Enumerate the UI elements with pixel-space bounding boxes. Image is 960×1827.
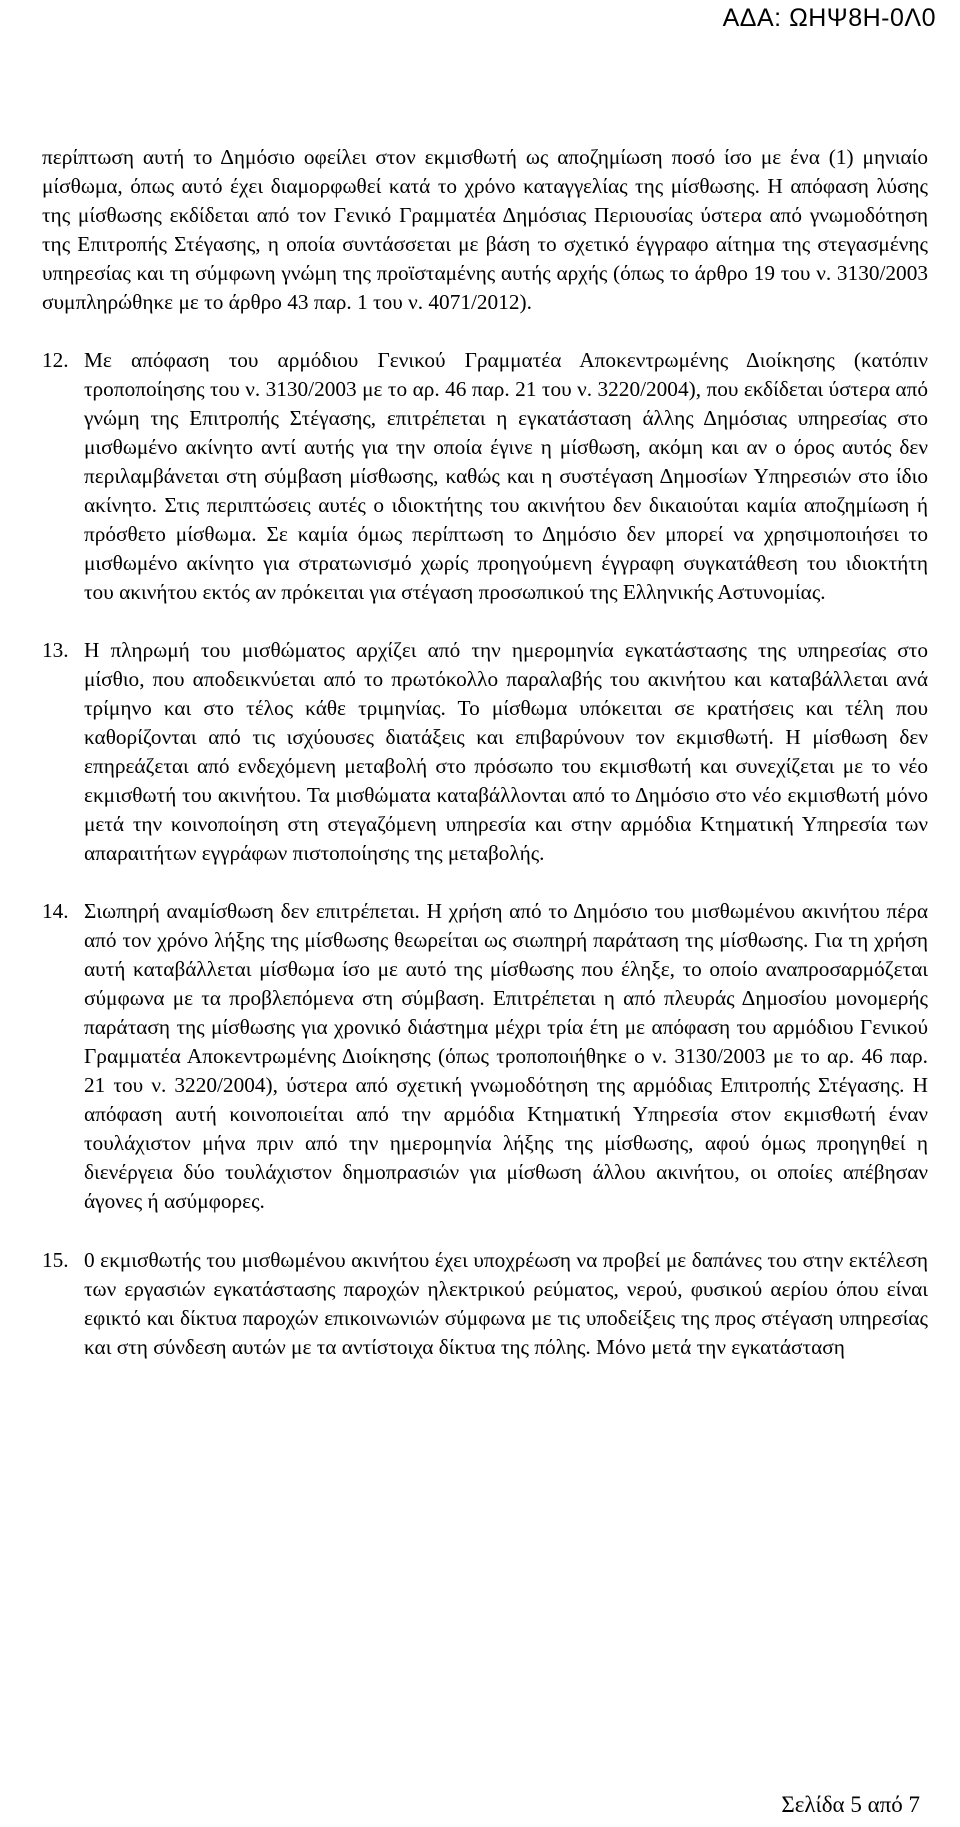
item-number: 15. <box>42 1248 69 1272</box>
item-text: Η πληρωμή του μισθώματος αρχίζει από την ημερομηνία εγκατάστασης της υπηρεσίας στο μίσθιο, που αποδεικνύεται από το πρωτόκολλο παραλαβής του ακινήτου και καταβάλλεται ανά τρίμηνο και στο τέλος κάθε τριμηνίας. Το μίσθωμα υπόκειται σε κρατήσεις και τέλη που καθορίζονται από τις ισχύουσες διατάξεις και επιβαρύνουν τον εκμισθωτή. Η μίσθωση δεν επηρεάζεται από ενδεχόμενη μεταβολή στο πρόσωπο του εκμισθωτή και συνεχίζεται με το νέο εκμισθωτή του ακινήτου. Τα μισθώματα καταβάλλονται από το Δημόσιο στο νέο εκμισθωτή μόνο μετά την κοινοποίηση στη στεγαζόμενη υπηρεσία και στην αρμόδια Κτηματική Υπηρεσία των απαραιτήτων εγγράφων πιστοποίησης της μεταβολής. <box>84 638 928 865</box>
item-text: Σιωπηρή αναμίσθωση δεν επιτρέπεται. Η χρήση από το Δημόσιο του μισθωμένου ακινήτου πέρα από τον χρόνο λήξης της μίσθωσης θεωρείται ως σιωπηρή παράταση της μίσθωσης. Για τη χρήση αυτή καταβάλλεται μίσθωμα ίσο με αυτό της μίσθωσης που έληξε, το οποίο αναπροσαρμόζεται σύμφωνα με τα προβλεπόμενα στη σύμβαση. Επιτρέπεται η από πλευράς Δημοσίου μονομερής παράταση της μίσθωσης για χρονικό διάστημα μέχρι τρία έτη με απόφαση του αρμόδιου Γενικού Γραμματέα Αποκεντρωμένης Διοίκησης (όπως τροποποιήθηκε ο ν. 3130/2003 με το αρ. 46 παρ. 21 του ν. 3220/2004), ύστερα από σχετική γνωμοδότηση της αρμόδιας Επιτροπής Στέγασης. Η απόφαση αυτή κοινοποιείται από την αρμόδια Κτηματική Υπηρεσία στον εκμισθωτή έναν τουλάχιστον μήνα πριν από την ημερομηνία λήξης της μίσθωσης, αφού όμως προηγηθεί η διενέργεια δύο τουλάχιστον δημοπρασιών για μίσθωση άλλου ακινήτου, οι οποίες απέβησαν άγονες ή ασύμφορες. <box>84 899 928 1213</box>
item-number: 13. <box>42 638 69 662</box>
item-number: 14. <box>42 899 69 923</box>
numbered-item-14 <box>42 897 928 1216</box>
document-body <box>42 143 928 1362</box>
item-text: 0 εκμισθωτής του μισθωμένου ακινήτου έχει υποχρέωση να προβεί με δαπάνες του στην εκτέλεση των εργασιών εγκατάστασης παροχών ηλεκτρικού ρεύματος, νερού, φυσικού αερίου όπου είναι εφικτό και δίκτυα παροχών επικοινωνιών σύμφωνα με τις υποδείξεις της προς στέγαση υπηρεσίας και στη σύνδεση αυτών με τα αντίστοιχα δίκτυα της πόλης. Μόνο μετά την εγκατάσταση <box>84 1248 928 1359</box>
intro-paragraph: περίπτωση αυτή το Δημόσιο οφείλει στον εκμισθωτή ως αποζημίωση ποσό ίσο με ένα (1) μηνιαίο μίσθωμα, όπως αυτό έχει διαμορφωθεί κατά το χρόνο καταγγελίας της μίσθωσης. Η απόφαση λύσης της μίσθωσης εκδίδεται από τον Γενικό Γραμματέα Δημόσιας Περιουσίας ύστερα από γνωμοδότηση της Επιτροπής Στέγασης, η οποία συντάσσεται με βάση το σχετικό έγγραφο αίτημα της στεγασμένης υπηρεσίας και τη σύμφωνη γνώμη της προϊσταμένης αυτής αρχής (όπως το άρθρο 19 του ν. 3130/2003 συμπληρώθηκε με το άρθρο 43 παρ. 1 του ν. 4071/2012). <box>42 145 928 314</box>
numbered-item-12 <box>42 346 928 607</box>
page-number: Σελίδα 5 από 7 <box>781 1792 920 1817</box>
item-text: Με απόφαση του αρμόδιου Γενικού Γραμματέα Αποκεντρωμένης Διοίκησης (κατόπιν τροποποίησης του ν. 3130/2003 με το αρ. 46 παρ. 21 του ν. 3220/2004), που εκδίδεται ύστερα από γνώμη της Επιτροπής Στέγασης, επιτρέπεται η εγκατάσταση άλλης Δημόσιας υπηρεσίας στο μισθωμένο ακίνητο αντί αυτής για την οποία έγινε η μίσθωση, ακόμη και αν ο όρος αυτός δεν περιλαμβάνεται στη σύμβαση μίσθωσης, καθώς και η συστέγαση Δημοσίων Υπηρεσιών στο ίδιο ακίνητο. Στις περιπτώσεις αυτές ο ιδιοκτήτης του ακινήτου δεν δικαιούται καμία αποζημίωση ή πρόσθετο μίσθωμα. Σε καμία όμως περίπτωση το Δημόσιο δεν μπορεί να χρησιμοποιήσει το μισθωμένο ακίνητο για στρατωνισμό χωρίς προηγούμενη έγγραφη συγκατάθεση του ιδιοκτήτη του ακινήτου εκτός αν πρόκειται για στέγαση προσωπικού της Ελληνικής Αστυνομίας. <box>84 348 928 604</box>
numbered-item-15 <box>42 1246 928 1362</box>
numbered-item-13 <box>42 636 928 868</box>
item-number: 12. <box>42 348 69 372</box>
document-code: ΑΔΑ: ΩΗΨ8Η-0Λ0 <box>722 4 936 32</box>
